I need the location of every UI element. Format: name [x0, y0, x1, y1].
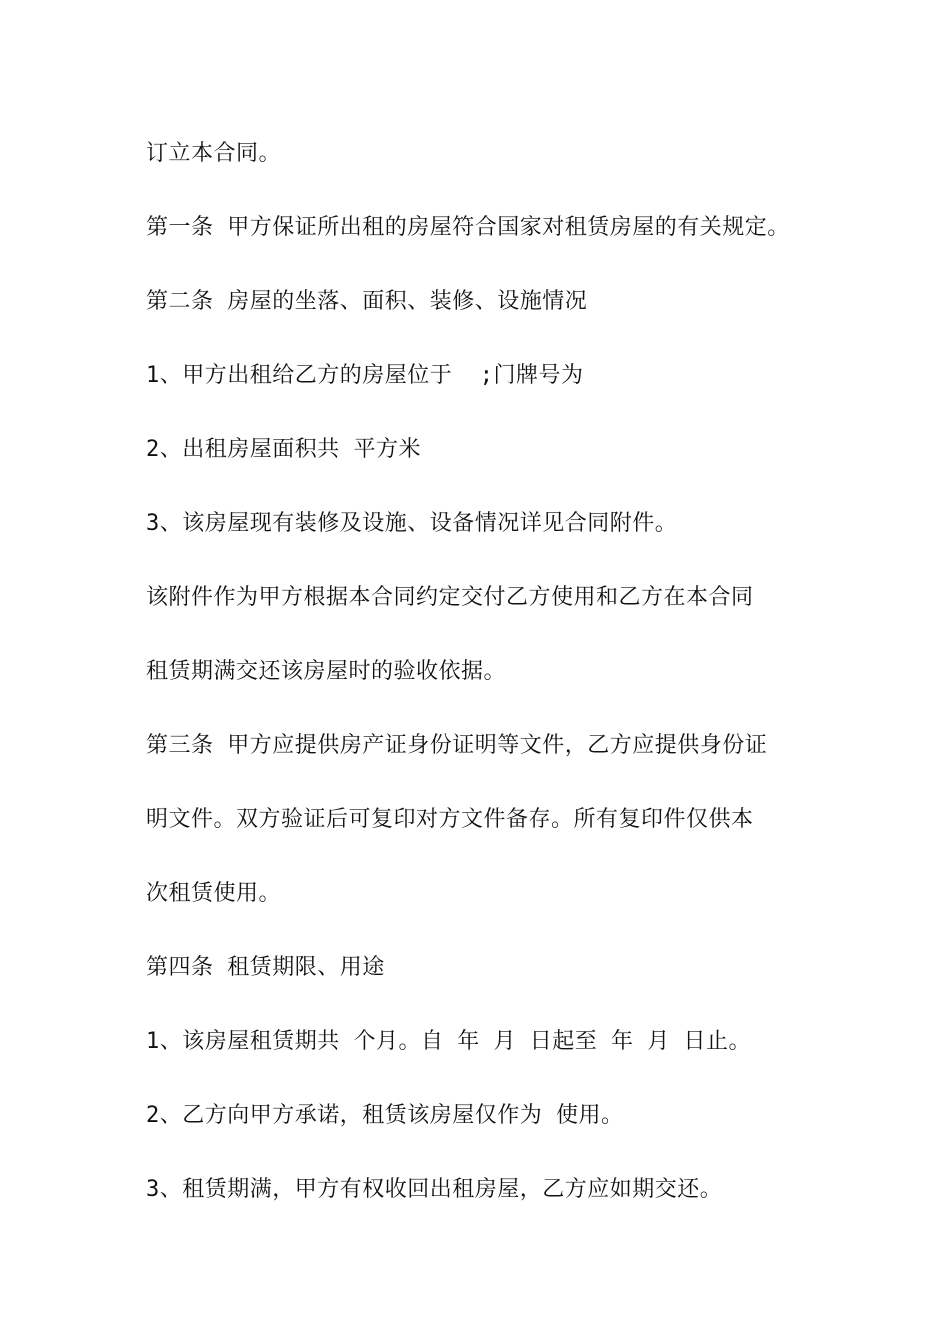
text-line: 该附件作为甲方根据本合同约定交付乙方使用和乙方在本合同	[146, 585, 754, 610]
text-line: 第二条 房屋的坐落、面积、装修、设施情况	[146, 289, 588, 314]
text-line: 第一条 甲方保证所出租的房屋符合国家对租赁房屋的有关规定。	[146, 215, 790, 240]
text-line: 2、出租房屋面积共 平方米	[146, 437, 421, 462]
text-line: 第三条 甲方应提供房产证身份证明等文件，乙方应提供身份证	[146, 733, 768, 758]
text-line: 第四条 租赁期限、用途	[146, 955, 385, 980]
text-line: 订立本合同。	[146, 141, 282, 166]
text-line: 租赁期满交还该房屋时的验收依据。	[146, 659, 507, 684]
text-line: 1、甲方出租给乙方的房屋位于 ;门牌号为	[146, 363, 584, 388]
text-line: 明文件。双方验证后可复印对方文件备存。所有复印件仅供本	[146, 807, 754, 832]
text-line: 3、租赁期满，甲方有权收回出租房屋，乙方应如期交还。	[146, 1177, 723, 1202]
text-line: 1、该房屋租赁期共 个月。自 年 月 日起至 年 月 日止。	[146, 1029, 751, 1054]
text-line: 2、乙方向甲方承诺，租赁该房屋仅作为 使用。	[146, 1103, 624, 1128]
text-line: 3、该房屋现有装修及设施、设备情况详见合同附件。	[146, 511, 678, 536]
text-line: 次租赁使用。	[146, 881, 282, 906]
